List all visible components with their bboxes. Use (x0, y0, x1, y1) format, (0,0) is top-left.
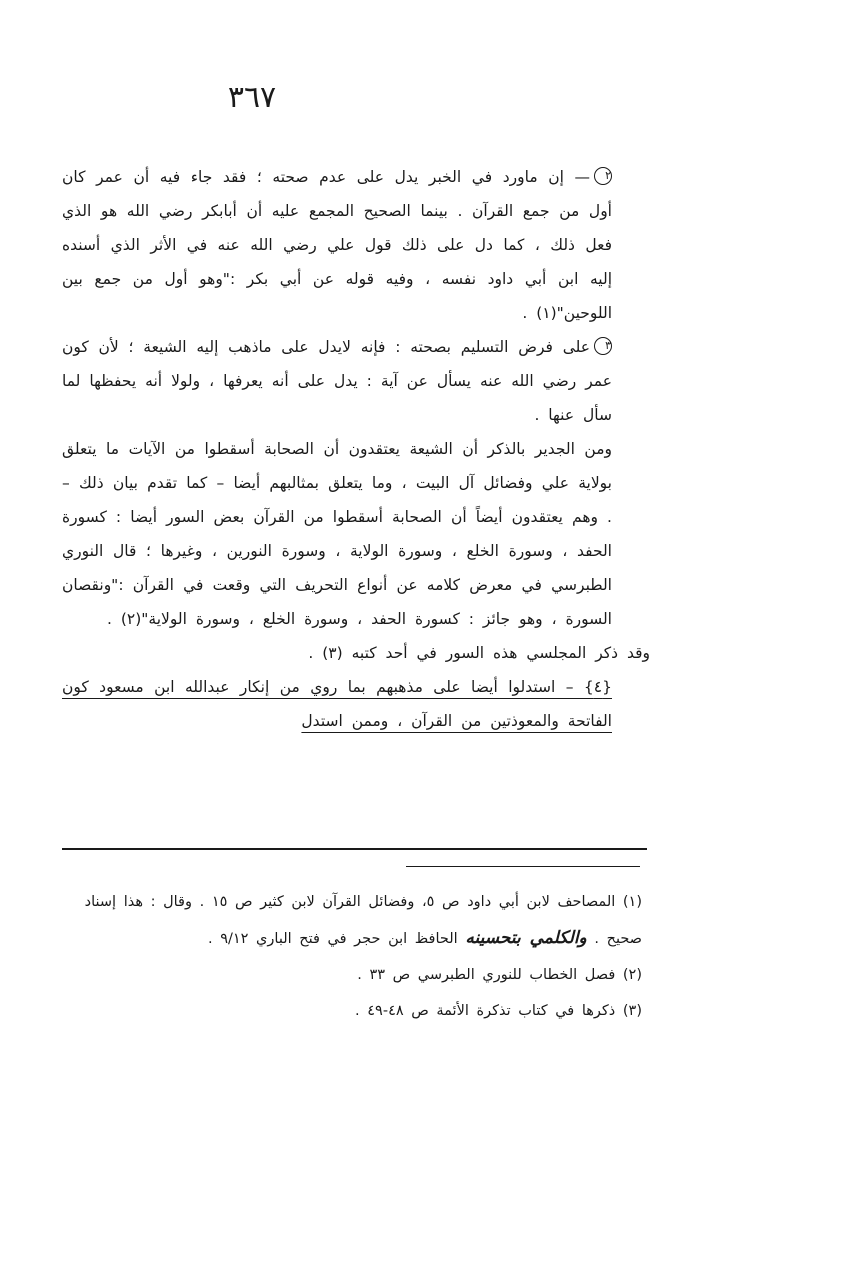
footnote-2: (٢) فصل الخطاب للنوري الطبرسي ص ٣٣ . (357, 967, 642, 983)
main-text (62, 160, 650, 738)
point-marker-2: ٢ (594, 167, 612, 185)
point-marker-3: ٣ (594, 337, 612, 355)
paragraph-4: {٤} – استدلوا أيضا على مذهبهم بما روي من إنكار عبدالله ابن مسعود كون الفاتحة والمعوذتين من القرآن ، وممن استدل (62, 678, 612, 730)
paragraph-2 (62, 160, 650, 330)
handwritten-note: والكلمي بتحسينه (465, 928, 587, 948)
footnote-separator (406, 866, 640, 867)
footnote-1 (62, 884, 642, 957)
footnote-3: (٣) ذكرها في كتاب تذكرة الأئمة ص ٤٨-٤٩ . (355, 1003, 642, 1019)
paragraph-2-text: — إن ماورد في الخبر يدل على عدم صحته ؛ فقد جاء فيه أن عمر كان أول من جمع القرآن . بينما الصحيح المجمع عليه أن أبابكر رضي الله هو الذي فعل ذلك ، كما دل على ذلك قول علي رضي الله عنه في الأثر الذي أسنده إليه ابن أبي داود نفسه ، وفيه قوله عن أبي بكر :"وهو أول من جمع بين اللوحين"(١) . (62, 168, 612, 322)
paragraph-3-text: على فرض التسليم بصحته : فإنه لايدل على ماذهب إليه الشيعة ؛ لأن كون عمر رضي الله عنه يسأل عن آية : يدل على أنه يعرفها ، ولولا أنه يحفظها لما سأل عنها . (62, 338, 612, 424)
paragraph-3 (62, 330, 650, 432)
section-divider (62, 848, 647, 850)
page-number: ٣٦٧ (227, 80, 277, 115)
footnote-1-text: (١) المصاحف لابن أبي داود ص ٥، وفضائل القرآن لابن كثير ص ١٥ . وقال : هذا إسناد صحيح . (84, 894, 642, 947)
paragraph-majlisi: وقد ذكر المجلسي هذه السور في أحد كتبه (٣) . (308, 644, 650, 662)
paragraph-shia-sura-claims: ومن الجدير بالذكر أن الشيعة يعتقدون أن الصحابة أسقطوا من الآيات ما يتعلق بولاية علي وفضائل آل البيت ، وما يتعلق بمثالبهم أيضا – كما تقدم بيان ذلك – . وهم يعتقدون أيضاً أن الصحابة أسقطوا من القرآن بعض السور أيضا : كسورة الحفد ، وسورة الخلع ، وسورة الولاية ، وسورة النورين ، وغيرها ؛ قال النوري الطبرسي في معرض كلامه عن أنواع التحريف التي وقعت في القرآن :"ونقصان السورة ، وهو جائز : كسورة الحفد ، وسورة الخلع ، وسورة الولاية"(٢) . (62, 440, 612, 628)
footnotes (62, 884, 642, 1029)
footnote-1-tail: الحافظ ابن حجر في فتح الباري ٩/١٢ . (207, 931, 458, 947)
